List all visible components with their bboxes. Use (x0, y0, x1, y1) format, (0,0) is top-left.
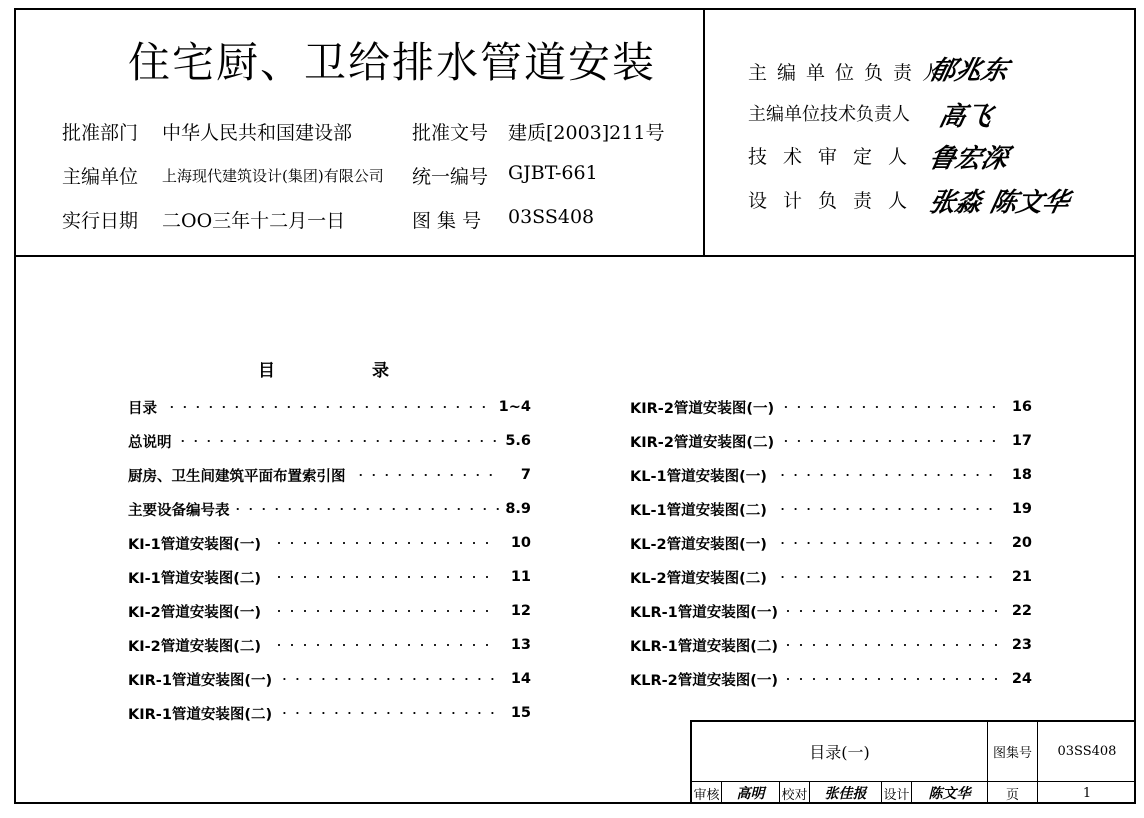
tech-reviewer-signature: 鲁宏深 (926, 144, 1011, 174)
design-lead-label: 设计负责人 (748, 190, 924, 212)
toc-entry[interactable]: KI-2管道安装图(一) 12 (128, 603, 531, 621)
atlas-no-label: 图 集 号 (412, 210, 482, 232)
toc-entry[interactable]: KI-1管道安装图(二) 11 (128, 569, 531, 587)
header-divider (14, 255, 1136, 257)
editor-unit-label: 主编单位 (62, 166, 139, 188)
design-label: 设计 (882, 782, 912, 804)
toc-left-column (128, 390, 531, 730)
approval-dept-value: 中华人民共和国建设部 (162, 122, 353, 144)
atlas-no-cell-label: 图集号 (988, 722, 1038, 782)
toc-entry[interactable]: KLR-1管道安装图(一) 22 (630, 603, 1032, 621)
toc-entry[interactable]: 主要设备编号表 8.9 (128, 501, 531, 519)
toc-entry[interactable]: KIR-2管道安装图(一) 16 (630, 399, 1032, 417)
design-signature: 陈文华 (912, 782, 988, 804)
editor-unit-value: 上海现代建筑设计(集团)有限公司 (162, 167, 384, 185)
toc-entry[interactable]: 厨房、卫生间建筑平面布置索引图 7 (128, 467, 531, 485)
atlas-no-value: 03SS408 (508, 206, 595, 228)
toc-heading-right: 录 (372, 361, 389, 381)
review-label: 审核 (692, 782, 722, 804)
approval-dept-label: 批准部门 (62, 122, 139, 144)
toc-entry[interactable]: KLR-1管道安装图(二) 23 (630, 637, 1032, 655)
atlas-title: 住宅厨、卫给排水管道安装 (128, 38, 657, 87)
toc-right-column (630, 390, 1032, 696)
toc-entry[interactable]: KIR-1管道安装图(二) 15 (128, 705, 531, 723)
toc-entry[interactable]: 目录 1~4 (128, 399, 531, 417)
toc-entry[interactable]: KL-1管道安装图(一) 18 (630, 467, 1032, 485)
toc-entry[interactable]: KI-2管道安装图(二) 13 (128, 637, 531, 655)
tech-chief-signature: 高飞 (936, 102, 995, 132)
toc-entry[interactable]: KIR-1管道安装图(一) 14 (128, 671, 531, 689)
header-vertical-divider (703, 8, 705, 256)
effective-date-label: 实行日期 (62, 210, 139, 232)
unified-no-label: 统一编号 (412, 166, 489, 188)
tech-reviewer-label: 技术审定人 (748, 146, 924, 168)
title-block (690, 720, 1136, 804)
check-signature: 张佳报 (810, 782, 882, 804)
design-lead-signature: 张淼 陈文华 (926, 188, 1072, 218)
sheet-title: 目录(一) (692, 722, 988, 782)
atlas-no-cell-value: 03SS408 (1038, 722, 1136, 782)
toc-entry[interactable]: KIR-2管道安装图(二) 17 (630, 433, 1032, 451)
review-signature: 高明 (722, 782, 780, 804)
toc-entry[interactable]: KLR-2管道安装图(一) 24 (630, 671, 1032, 689)
toc-heading-left: 目 (258, 361, 275, 381)
tech-chief-label: 主编单位技术负责人 (748, 104, 910, 125)
approval-no-label: 批准文号 (412, 122, 489, 144)
chief-editor-label: 主编单位负责人 (748, 62, 952, 84)
toc-entry[interactable]: KL-1管道安装图(二) 19 (630, 501, 1032, 519)
toc-entry[interactable]: KL-2管道安装图(二) 21 (630, 569, 1032, 587)
approval-no-value: 建质[2003]211号 (508, 122, 665, 144)
toc-entry[interactable]: KL-2管道安装图(一) 20 (630, 535, 1032, 553)
page-label: 页 (988, 782, 1038, 804)
chief-editor-signature: 郁兆东 (926, 56, 1011, 86)
toc-entry[interactable]: KI-1管道安装图(一) 10 (128, 535, 531, 553)
toc-entry[interactable]: 总说明 5.6 (128, 433, 531, 451)
check-label: 校对 (780, 782, 810, 804)
page-value: 1 (1082, 785, 1092, 801)
unified-no-value: GJBT-661 (508, 162, 598, 184)
effective-date-value: 二OO三年十二月一日 (162, 210, 346, 232)
